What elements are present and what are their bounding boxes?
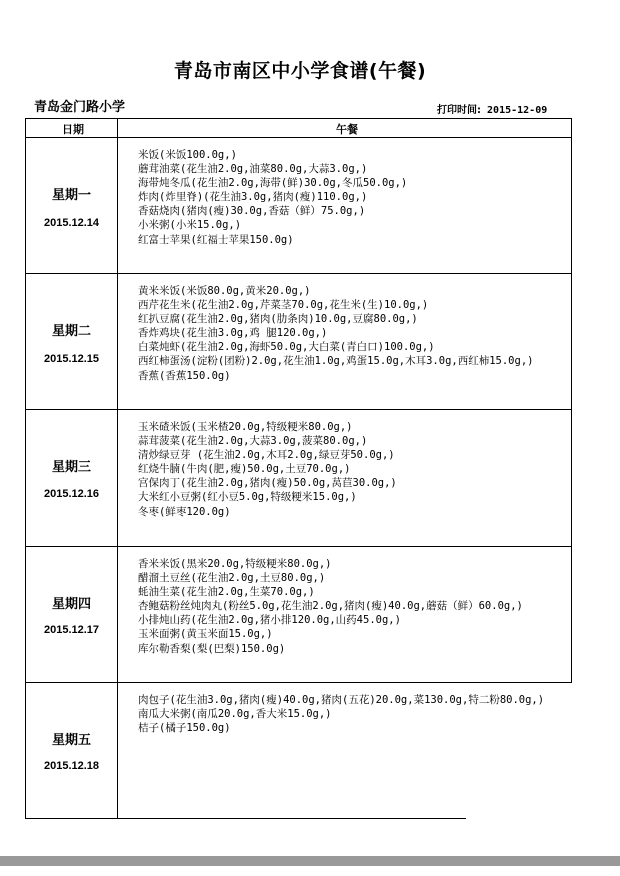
dish-item: 小排炖山药(花生油2.0g,猪小排120.0g,山药45.0g,)	[138, 614, 401, 627]
dish-list	[138, 148, 578, 270]
header-date: 日期	[62, 123, 84, 136]
dish-list	[138, 693, 578, 815]
dish-item: 蘑茸油菜(花生油2.0g,油菜80.0g,大蒜3.0g,)	[138, 163, 368, 176]
day-date: 2015.12.15	[43, 353, 100, 365]
dish-item: 西红柿蛋汤(淀粉(团粉)2.0g,花生油1.0g,鸡蛋15.0g,木耳3.0g,西红柿15.0g,)	[138, 355, 534, 368]
dish-list	[138, 557, 578, 679]
table-row	[26, 547, 572, 683]
dish-item: 玉米面粥(黄玉米面15.0g,)	[138, 628, 273, 641]
day-date: 2015.12.17	[43, 624, 100, 636]
bottom-bar	[0, 856, 620, 866]
day-name: 星期一	[51, 188, 91, 203]
dish-item: 西芹花生米(花生油2.0g,芹菜茎70.0g,花生米(生)10.0g,)	[138, 299, 429, 312]
print-date	[437, 101, 547, 116]
dish-item: 小米粥(小米15.0g,)	[138, 219, 242, 232]
dish-item: 肉包子(花生油3.0g,猪肉(瘦)40.0g,猪肉(五花)20.0g,菜130.0g,特二粉80.0g,)	[138, 694, 545, 706]
dish-item: 香菇烧肉(猪肉(瘦)30.0g,香菇（鲜）75.0g,)	[138, 205, 366, 218]
table-header	[26, 119, 572, 138]
dish-item: 白菜炖虾(花生油2.0g,海虾50.0g,大白菜(青白口)100.0g,)	[138, 341, 435, 354]
day-name: 星期三	[51, 460, 91, 475]
menu-table	[25, 118, 572, 819]
dish-item: 蒜茸菠菜(花生油2.0g,大蒜3.0g,菠菜80.0g,)	[138, 435, 368, 448]
dish-item: 南瓜大米粥(南瓜20.0g,香大米15.0g,)	[138, 708, 332, 721]
dish-list	[138, 284, 578, 406]
dish-item: 红富士苹果(红福士苹果150.0g)	[138, 233, 294, 246]
dish-item: 玉米碴米饭(玉米楂20.0g,特级粳米80.0g,)	[138, 421, 353, 433]
table-row	[26, 274, 572, 410]
dish-item: 炸肉(炸里脊)(花生油3.0g,猪肉(瘦)110.0g,)	[138, 191, 368, 204]
day-date: 2015.12.16	[43, 488, 100, 500]
dish-item: 香米米饭(黑米20.0g,特级粳米80.0g,)	[138, 558, 332, 570]
page-title: 青岛市南区中小学食谱(午餐)	[173, 60, 427, 82]
dish-item: 宫保肉丁(花生油2.0g,猪肉(瘦)50.0g,莴苣30.0g,)	[138, 477, 397, 490]
dish-item: 香蕉(香蕉150.0g)	[138, 369, 231, 382]
dish-item: 醋溜土豆丝(花生油2.0g,土豆80.0g,)	[138, 572, 326, 585]
dish-item: 蚝油生菜(花生油2.0g,生菜70.0g,)	[138, 586, 315, 599]
table-row	[26, 138, 572, 274]
dish-item: 清炒绿豆芽 (花生油2.0g,木耳2.0g,绿豆芽50.0g,)	[138, 449, 395, 462]
dish-list	[138, 420, 578, 543]
day-date: 2015.12.18	[43, 760, 100, 772]
dish-item: 香炸鸡块(花生油3.0g,鸡 腿120.0g,)	[138, 327, 328, 340]
dish-item: 冬枣(鲜枣120.0g)	[138, 505, 231, 518]
day-date: 2015.12.14	[43, 217, 100, 229]
dish-item: 黄米米饭(米饭80.0g,黄米20.0g,)	[138, 285, 311, 297]
table-right-border	[571, 118, 572, 682]
print-date-label: 打印时间:	[437, 105, 481, 116]
day-name: 星期四	[51, 597, 91, 612]
dish-item: 杏鲍菇粉丝炖肉丸(粉丝5.0g,花生油2.0g,猪肉(瘦)40.0g,蘑菇（鲜）60.0g,)	[138, 600, 523, 613]
dish-item: 桔子(橘子150.0g)	[138, 722, 231, 735]
day-name: 星期五	[51, 733, 91, 748]
dish-item: 米饭(米饭100.0g,)	[138, 149, 237, 161]
print-date-value: 2015-12-09	[487, 105, 548, 116]
dish-item: 红扒豆腐(花生油2.0g,猪肉(肋条肉)10.0g,豆腐80.0g,)	[138, 313, 418, 326]
dish-item: 红烧牛腩(牛肉(肥,瘦)50.0g,土豆70.0g,)	[138, 463, 351, 476]
school-name: 青岛金门路小学	[34, 100, 126, 115]
table-row	[26, 410, 572, 547]
dish-item: 大米红小豆粥(红小豆5.0g,特级粳米15.0g,)	[138, 491, 357, 504]
row-separator	[26, 818, 466, 819]
table-row	[26, 683, 572, 819]
header-lunch: 午餐	[336, 123, 358, 136]
dish-item: 库尔勒香梨(梨(巴梨)150.0g)	[138, 642, 286, 655]
dish-item: 海带炖冬瓜(花生油2.0g,海带(鲜)30.0g,冬瓜50.0g,)	[138, 177, 408, 190]
day-name: 星期二	[51, 324, 91, 339]
